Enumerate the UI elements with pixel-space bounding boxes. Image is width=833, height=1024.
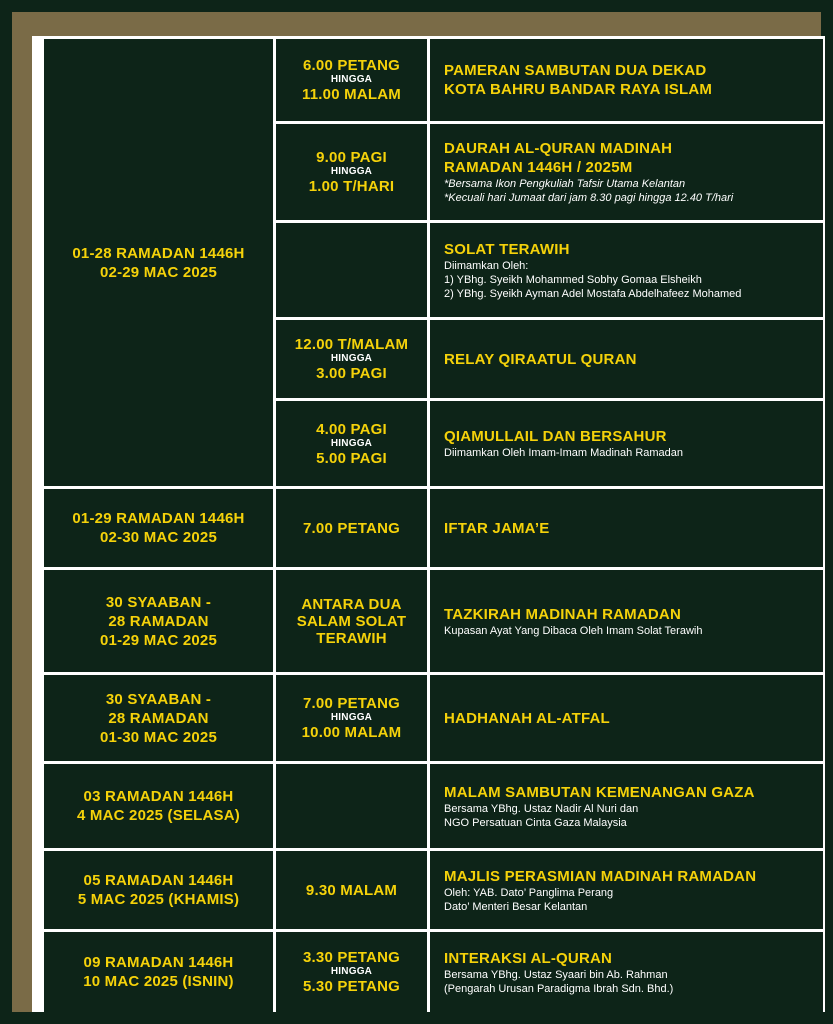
event-title: SOLAT TERAWIH: [444, 240, 570, 258]
event-detail: Oleh: YAB. Dato’ Panglima Perang: [444, 886, 614, 899]
schedule-sheet: [32, 36, 825, 1012]
date-cell-2: 01-29 RAMADAN 1446H 02-30 MAC 2025: [44, 489, 273, 567]
event-detail: Diimamkan Oleh:: [444, 259, 529, 272]
event-cell-1b: [430, 124, 823, 220]
event-cell-6: [430, 851, 823, 929]
date-cell-7: 09 RAMADAN 1446H 10 MAC 2025 (ISNIN): [44, 932, 273, 1012]
event-title: QIAMULLAIL DAN BERSAHUR: [444, 428, 667, 445]
event-detail: NGO Persatuan Cinta Gaza Malaysia: [444, 816, 627, 829]
event-detail: (Pengarah Urusan Paradigma Ibrah Sdn. Bhd.): [444, 982, 674, 995]
event-title: INTERAKSI AL-QURAN: [444, 949, 613, 967]
event-cell-1a: [430, 39, 823, 121]
event-detail: *Bersama Ikon Pengkuliah Tafsir Utama Kelantan: [444, 178, 686, 190]
event-title: KOTA BAHRU BANDAR RAYA ISLAM: [444, 81, 713, 98]
event-cell-2: [430, 489, 823, 567]
event-title: RELAY QIRAATUL QURAN: [444, 350, 637, 368]
event-cell-3: [430, 570, 823, 672]
event-detail: 2) YBhg. Syeikh Ayman Adel Mostafa Abdelhafeez Mohamed: [444, 287, 742, 300]
event-detail: Dato’ Menteri Besar Kelantan: [444, 900, 588, 913]
event-detail: Bersama YBhg. Ustaz Syaari bin Ab. Rahman: [444, 968, 668, 981]
event-cell-1c: [430, 223, 823, 317]
time-cell-2: 7.00 PETANG: [276, 489, 427, 567]
date-cell-4: 30 SYAABAN - 28 RAMADAN 01-30 MAC 2025: [44, 675, 273, 761]
event-title: DAURAH AL-QURAN MADINAH: [444, 140, 673, 157]
event-detail: *Kecuali hari Jumaat dari jam 8.30 pagi hingga 12.40 T/hari: [444, 192, 734, 204]
event-cell-1e: [430, 401, 823, 486]
time-cell-1d: 12.00 T/MALAM HINGGA 3.00 PAGI: [276, 320, 427, 398]
time-cell-7: 3.30 PETANG HINGGA 5.30 PETANG: [276, 932, 427, 1012]
event-detail: Bersama YBhg. Ustaz Nadir Al Nuri dan: [444, 802, 639, 815]
date-cell-1: 01-28 RAMADAN 1446H 02-29 MAC 2025: [44, 39, 273, 486]
event-title: IFTAR JAMA’E: [444, 519, 550, 537]
event-detail: Kupasan Ayat Yang Dibaca Oleh Imam Solat Terawih: [444, 624, 703, 637]
outer-frame: [12, 12, 821, 1012]
event-cell-1d: [430, 320, 823, 398]
time-cell-3: ANTARA DUA SALAM SOLAT TERAWIH: [276, 570, 427, 672]
time-cell-1c-empty: [276, 223, 427, 317]
time-cell-1e: 4.00 PAGI HINGGA 5.00 PAGI: [276, 401, 427, 486]
date-cell-6: 05 RAMADAN 1446H 5 MAC 2025 (KHAMIS): [44, 851, 273, 929]
time-cell-4: 7.00 PETANG HINGGA 10.00 MALAM: [276, 675, 427, 761]
date-cell-3: 30 SYAABAN - 28 RAMADAN 01-29 MAC 2025: [44, 570, 273, 672]
event-detail: 1) YBhg. Syeikh Mohammed Sobhy Gomaa Elsheikh: [444, 273, 702, 286]
schedule-grid: [32, 36, 825, 1012]
event-cell-7: [430, 932, 823, 1012]
event-title: RAMADAN 1446H / 2025M: [444, 159, 633, 176]
event-cell-4: [430, 675, 823, 761]
time-cell-1a: 6.00 PETANG HINGGA 11.00 MALAM: [276, 39, 427, 121]
event-title: MALAM SAMBUTAN KEMENANGAN GAZA: [444, 783, 755, 801]
event-title: TAZKIRAH MADINAH RAMADAN: [444, 605, 681, 623]
time-cell-5-empty: [276, 764, 427, 848]
event-title: HADHANAH AL-ATFAL: [444, 709, 610, 727]
event-detail: Diimamkan Oleh Imam-Imam Madinah Ramadan: [444, 447, 684, 459]
event-title: MAJLIS PERASMIAN MADINAH RAMADAN: [444, 867, 757, 885]
time-cell-1b: 9.00 PAGI HINGGA 1.00 T/HARI: [276, 124, 427, 220]
event-cell-5: [430, 764, 823, 848]
date-cell-5: 03 RAMADAN 1446H 4 MAC 2025 (SELASA): [44, 764, 273, 848]
event-title: PAMERAN SAMBUTAN DUA DEKAD: [444, 62, 707, 79]
time-cell-6: 9.30 MALAM: [276, 851, 427, 929]
